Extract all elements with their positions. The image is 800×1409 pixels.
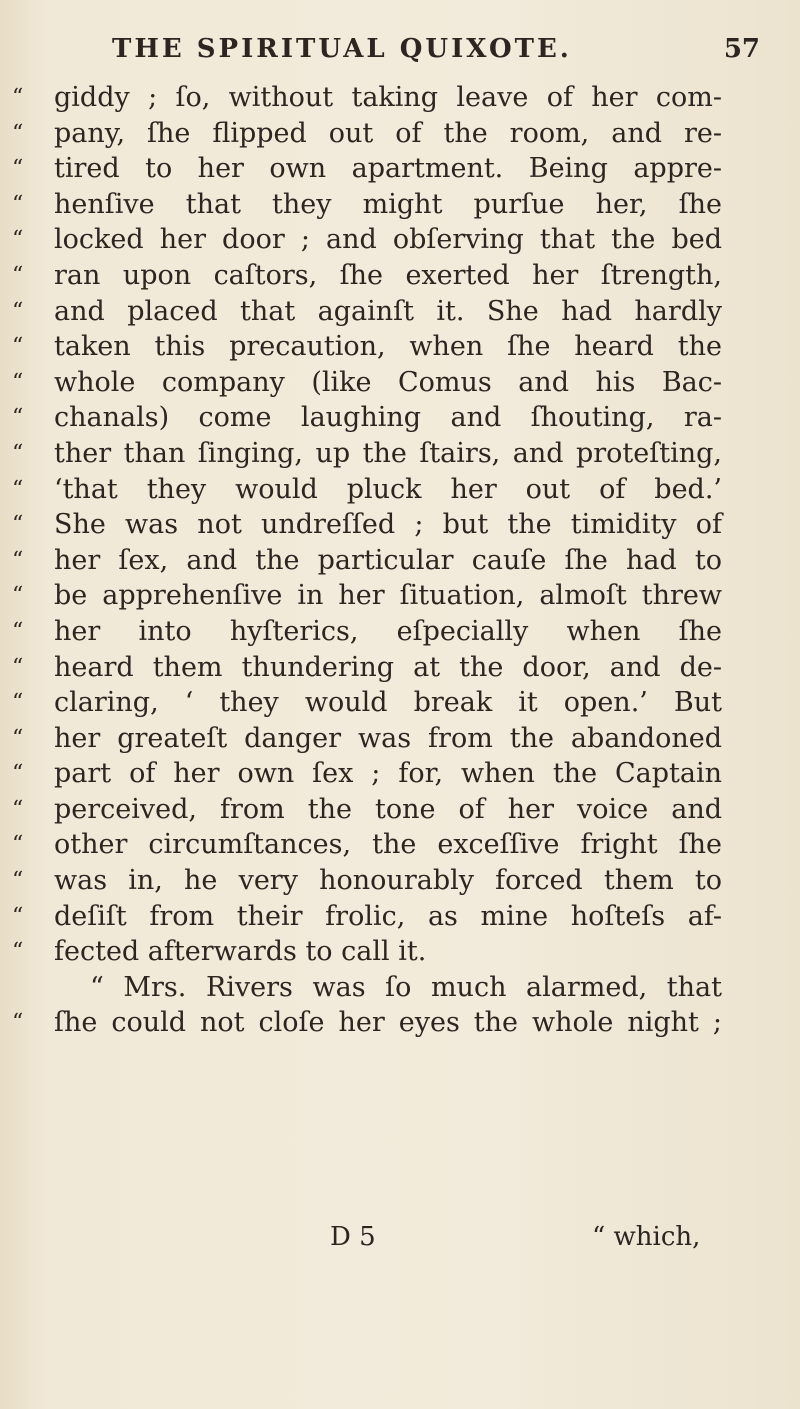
- text-line: [12, 756, 792, 792]
- quote-marker: “: [12, 761, 24, 787]
- text-line: [12, 116, 792, 152]
- text-line: [12, 863, 792, 899]
- line-text: tired to her own apartment. Being appre-: [54, 153, 722, 185]
- line-text: her greateſt danger was from the abandoned: [54, 722, 722, 754]
- line-text: taken this precaution, when ſhe heard the: [54, 331, 722, 363]
- line-text: She was not undreſſed ; but the timidity of: [54, 509, 722, 541]
- text-line: [12, 970, 792, 1006]
- line-text: whole company (like Comus and his Bac-: [54, 366, 722, 398]
- line-text: ran upon caſtors, ſhe exerted her ſtrength,: [54, 259, 722, 291]
- quote-marker: “: [12, 1010, 24, 1036]
- text-line: [12, 827, 792, 863]
- quote-marker: “: [12, 262, 24, 288]
- quote-marker: “: [12, 690, 24, 716]
- text-line: [12, 721, 792, 757]
- line-text: her ſex, and the particular cauſe ſhe had to: [54, 544, 722, 576]
- line-text: was in, he very honourably forced them to: [54, 865, 722, 897]
- line-text: fected afterwards to call it.: [54, 936, 427, 968]
- quote-marker: “: [12, 868, 24, 894]
- text-line: [12, 222, 792, 258]
- quote-marker: “: [12, 939, 24, 965]
- quote-marker: “: [12, 725, 24, 751]
- text-line: [12, 187, 792, 223]
- text-line: [12, 685, 792, 721]
- line-text: ſhe could not cloſe her eyes the whole night ;: [54, 1007, 722, 1039]
- line-text: heard them thundering at the door, and de-: [54, 651, 722, 683]
- quote-marker: “: [12, 796, 24, 822]
- quote-marker: “: [12, 476, 24, 502]
- quote-marker: “: [12, 654, 24, 680]
- text-line: [12, 899, 792, 935]
- quote-marker: “: [12, 369, 24, 395]
- quote-marker: “: [12, 120, 24, 146]
- text-line: [12, 614, 792, 650]
- quote-marker: “: [12, 156, 24, 182]
- text-line: [12, 472, 792, 508]
- text-line: [12, 258, 792, 294]
- catchword: “ which,: [592, 1222, 701, 1252]
- quote-marker: “: [12, 547, 24, 573]
- page-number: 57: [723, 34, 760, 64]
- line-text: part of her own ſex ; for, when the Captain: [54, 758, 722, 790]
- page-footer: [0, 1222, 800, 1262]
- text-line: [12, 329, 792, 365]
- text-line: [12, 792, 792, 828]
- line-text: and placed that againſt it. She had hardly: [54, 295, 722, 327]
- text-line: [12, 80, 792, 116]
- line-text: pany, ſhe flipped out of the room, and re-: [54, 117, 722, 149]
- line-text: her into hyſterics, eſpecially when ſhe: [54, 615, 722, 647]
- quote-marker: “: [12, 298, 24, 324]
- quote-marker: “: [12, 227, 24, 253]
- line-text: “ Mrs. Rivers was ſo much alarmed, that: [90, 971, 722, 1003]
- line-text: giddy ; ſo, without taking leave of her com-: [54, 82, 722, 113]
- text-line: [12, 543, 792, 579]
- line-text: perceived, from the tone of her voice and: [54, 793, 722, 825]
- body-text: [12, 80, 792, 1041]
- text-line: [12, 365, 792, 401]
- line-text: claring, ‘ they would break it open.’ But: [54, 687, 722, 719]
- line-text: ‘that they would pluck her out of bed.’: [54, 473, 722, 505]
- line-text: locked her door ; and obſerving that the bed: [54, 224, 722, 256]
- text-line: [12, 934, 792, 970]
- text-line: [12, 578, 792, 614]
- quote-marker: “: [12, 334, 24, 360]
- quote-marker: “: [12, 903, 24, 929]
- line-text: chanals) come laughing and ſhouting, ra-: [54, 402, 722, 434]
- line-text: ther than ſinging, up the ſtairs, and proteſting,: [54, 437, 722, 469]
- text-line: [12, 294, 792, 330]
- quote-marker: “: [12, 85, 24, 110]
- text-line: [12, 400, 792, 436]
- text-line: [12, 650, 792, 686]
- quote-marker: “: [12, 191, 24, 217]
- line-text: other circumſtances, the exceſſive fright ſhe: [54, 829, 722, 861]
- quote-marker: “: [12, 832, 24, 858]
- quote-marker: “: [12, 512, 24, 538]
- line-text: be apprehenſive in her ſituation, almoſt threw: [54, 580, 722, 612]
- quote-marker: “: [12, 618, 24, 644]
- line-text: henſive that they might purſue her, ſhe: [54, 188, 722, 220]
- line-text: deſiſt from their frolic, as mine hoſteſs af-: [54, 900, 722, 932]
- page-header: [100, 34, 760, 74]
- text-line: [12, 1005, 792, 1041]
- text-line: [12, 436, 792, 472]
- quote-marker: “: [12, 583, 24, 609]
- quote-marker: “: [12, 405, 24, 431]
- signature-mark: D 5: [330, 1222, 376, 1252]
- quote-marker: “: [12, 440, 24, 466]
- text-line: [12, 151, 792, 187]
- running-title: THE SPIRITUAL QUIXOTE.: [112, 34, 572, 64]
- text-line: [12, 507, 792, 543]
